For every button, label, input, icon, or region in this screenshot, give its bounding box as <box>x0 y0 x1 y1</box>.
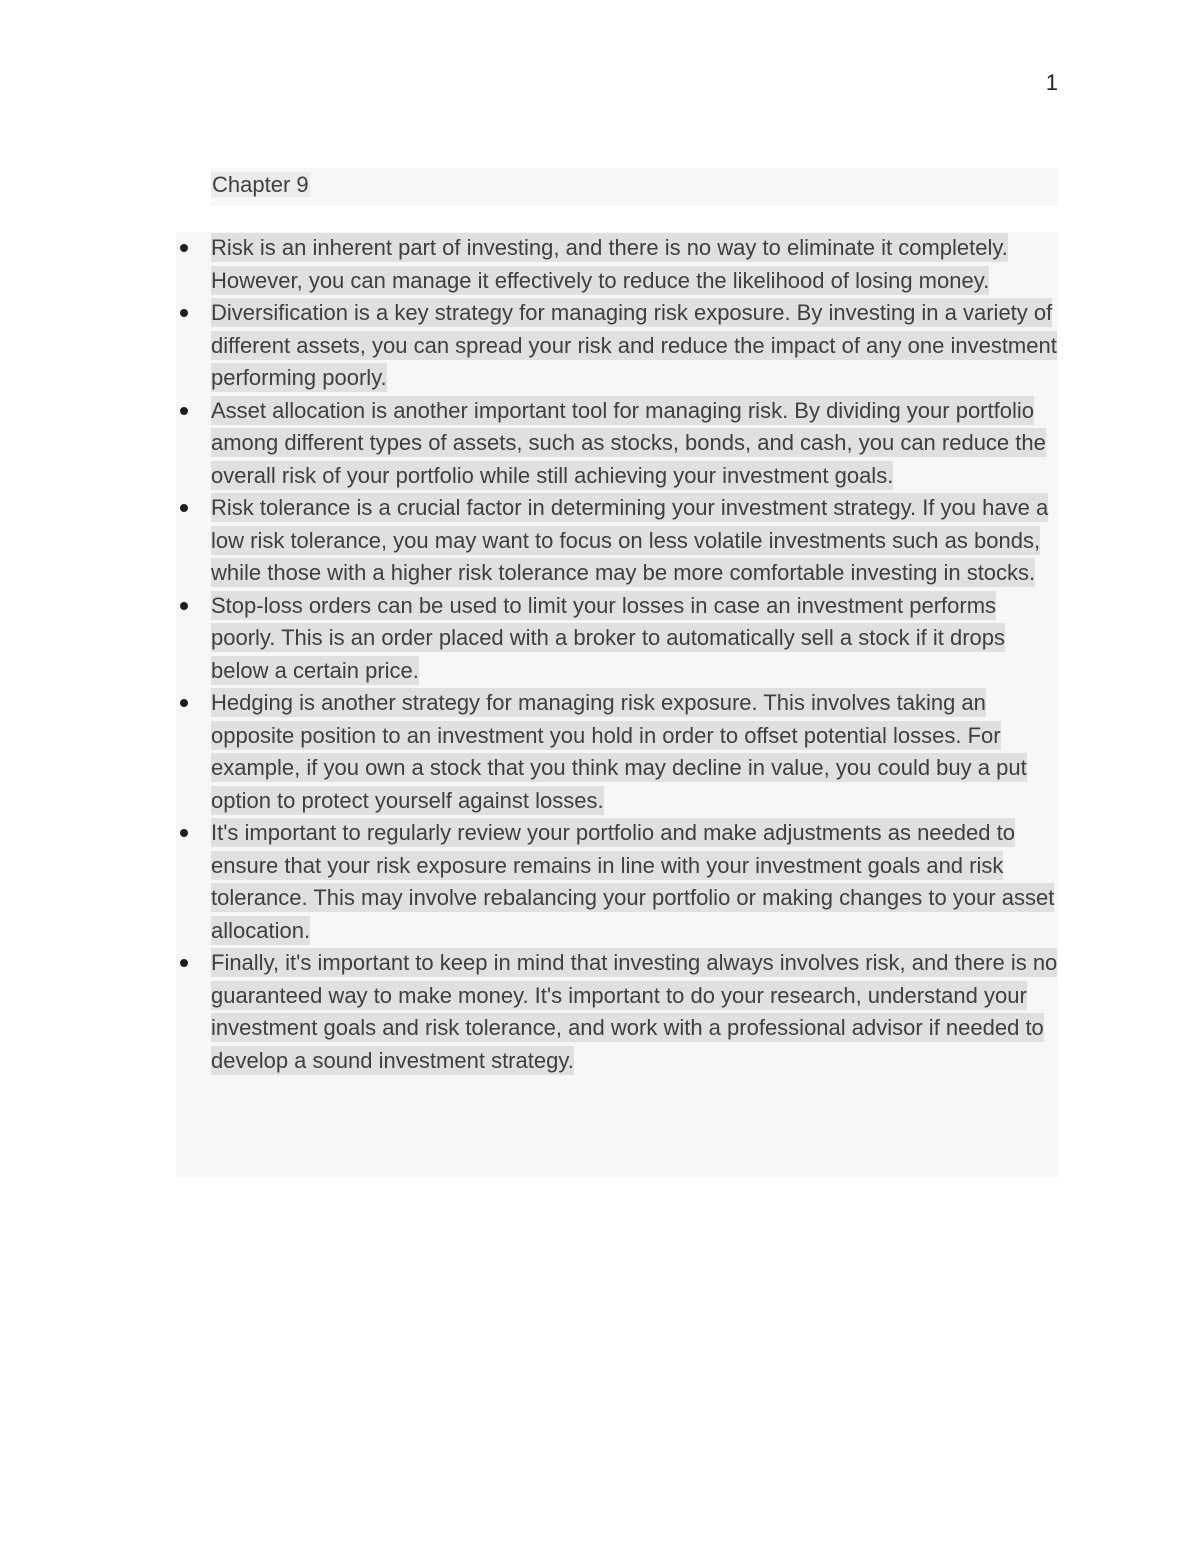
bullet-list-block <box>176 232 1058 1177</box>
bullet-dot-icon <box>180 244 188 252</box>
bullet-text: Stop-loss orders can be used to limit your losses in case an investment performs poorly. This is an order placed with a broker to automatically sell a stock if it drops below a certain price. <box>211 592 1005 683</box>
bullet-text: Risk tolerance is a crucial factor in determining your investment strategy. If you have a low risk tolerance, you may want to focus on less volatile investments such as bonds, while those with a higher risk tolerance may be more comfortable investing in stocks. <box>211 495 1049 585</box>
bullet-text: Asset allocation is another important tool for managing risk. By dividing your portfolio among different types of assets, such as stocks, bonds, and cash, you can reduce the overall risk of your portfolio while still achieving your investment goals. <box>211 397 1046 488</box>
chapter-heading: Chapter 9 <box>212 172 309 197</box>
bullet-text: It's important to regularly review your portfolio and make adjustments as needed to ensure that your risk exposure remains in line with your investment goals and risk tolerance. This may involve rebalancing your portfolio or making changes to your asset allocation. <box>211 820 1055 943</box>
bullet-dot-icon <box>180 699 188 707</box>
list-item <box>176 947 1058 1077</box>
bullet-text: Diversification is a key strategy for managing risk exposure. By investing in a variety of different assets, you can spread your risk and reduce the impact of any one investment performing poorly. <box>211 300 1057 390</box>
list-item <box>176 395 1058 493</box>
list-item <box>176 297 1058 395</box>
list-item <box>176 492 1058 590</box>
list-item <box>176 232 1058 297</box>
bullet-dot-icon <box>180 602 188 610</box>
list-item <box>176 687 1058 817</box>
list-item <box>176 817 1058 947</box>
bullet-dot-icon <box>180 829 188 837</box>
chapter-heading-block <box>211 168 1058 206</box>
bullet-text: Finally, it's important to keep in mind that investing always involves risk, and there is no guaranteed way to make money. It's important to do your research, understand your investment goals and risk tolerance, and work with a professional advisor if needed to develop a sound investment strategy. <box>211 950 1058 1073</box>
bullet-text: Risk is an inherent part of investing, and there is no way to eliminate it completely. However, you can manage it effectively to reduce the likelihood of losing money. <box>211 235 1008 293</box>
bullet-text: Hedging is another strategy for managing risk exposure. This involves taking an opposite position to an investment you hold in order to offset potential losses. For example, if you own a stock that you think may decline in value, you could buy a put option to protect yourself against losses. <box>211 690 1027 813</box>
bullet-dot-icon <box>180 959 188 967</box>
bullet-dot-icon <box>180 407 188 415</box>
bullet-list <box>176 232 1058 1077</box>
bullet-dot-icon <box>180 309 188 317</box>
list-item <box>176 590 1058 688</box>
page-number: 1 <box>1045 70 1058 95</box>
bullet-dot-icon <box>180 504 188 512</box>
